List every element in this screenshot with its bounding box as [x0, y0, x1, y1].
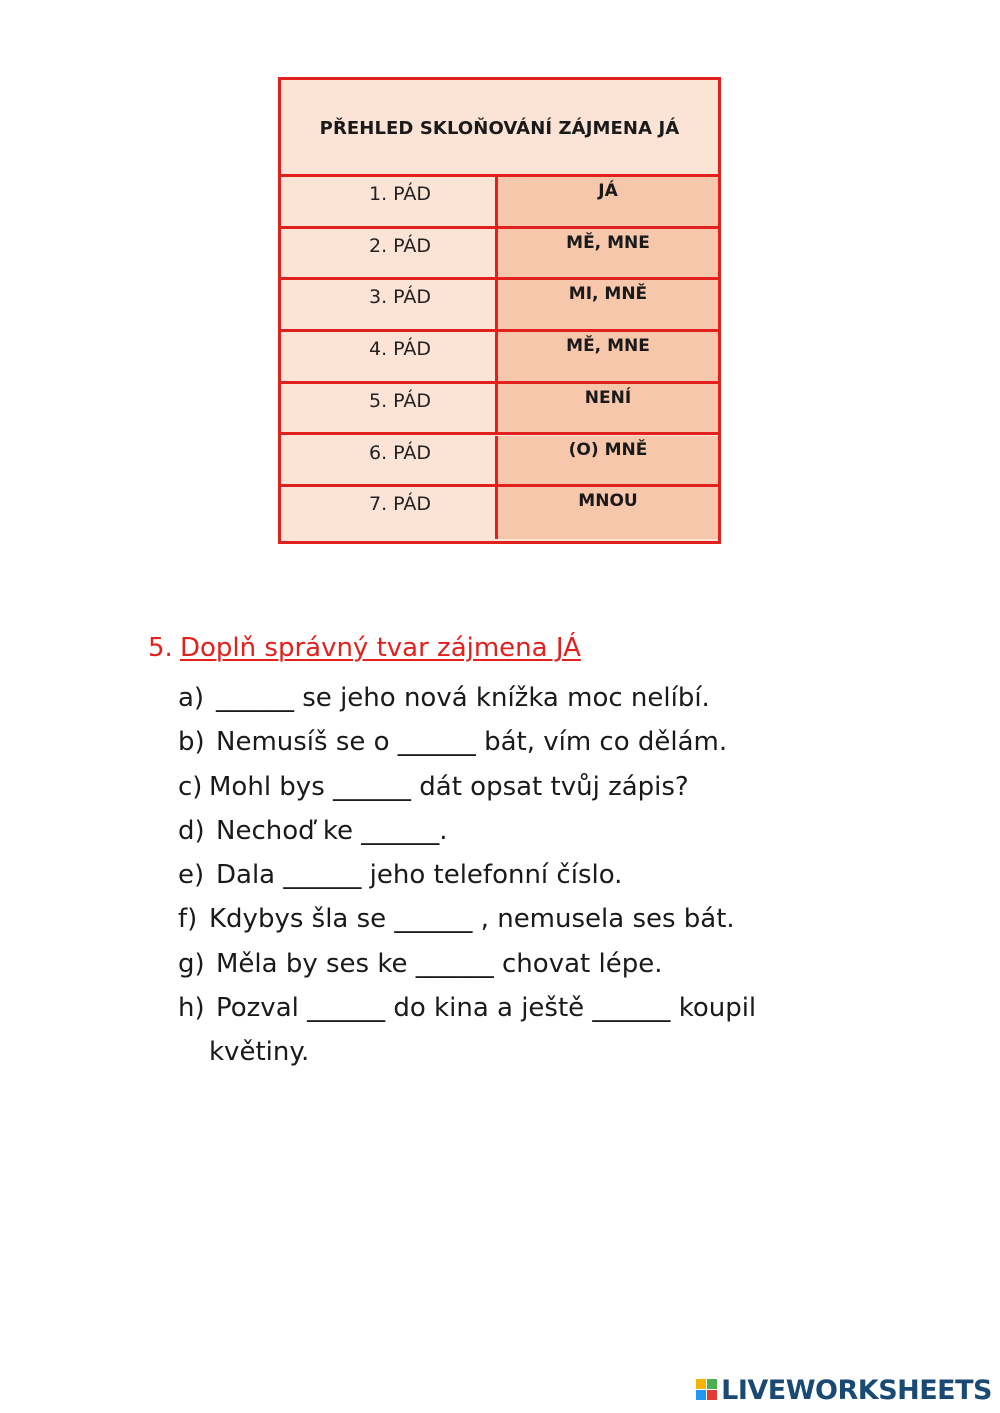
exercise-item-g: [178, 942, 878, 986]
form-cell: MĚ, MNE: [498, 332, 718, 381]
item-text: Měla by ses ke ______ chovat lépe.: [216, 948, 663, 979]
item-text: Dala ______ jeho telefonní číslo.: [216, 860, 623, 891]
form-cell: MNOU: [498, 487, 718, 539]
item-letter: e): [178, 860, 205, 891]
item-text: Pozval ______ do kina a ještě ______ koupil: [216, 993, 757, 1024]
item-text: Nechoď ke ______.: [216, 815, 448, 846]
item-text: Mohl bys ______ dát opsat tvůj zápis?: [209, 771, 689, 802]
item-text: Nemusíš se o ______ bát, vím co dělám.: [216, 727, 728, 758]
exercise-title: Doplň správný tvar zájmena JÁ: [180, 633, 581, 663]
table-row: [281, 280, 718, 332]
exercise-item-c: [178, 765, 878, 809]
item-letter: b): [178, 727, 205, 758]
form-cell: NENÍ: [498, 384, 718, 433]
exercise-list: [178, 676, 878, 1075]
exercise-item-f: [178, 897, 878, 941]
item-letter: f): [178, 904, 198, 935]
exercise-item-d: [178, 809, 878, 853]
item-letter: a): [178, 683, 205, 713]
liveworksheets-logo-icon: [696, 1379, 718, 1401]
exercise-item-e: [178, 853, 878, 897]
table-row: [281, 436, 718, 488]
table-title: PŘEHLED SKLOŇOVÁNÍ ZÁJMENA JÁ: [281, 80, 718, 177]
form-cell: MĚ, MNE: [498, 229, 718, 278]
item-text: Kdybys šla se ______ , nemusela ses bát.: [209, 904, 735, 935]
table-row: [281, 332, 718, 384]
case-cell: 6. PÁD: [281, 436, 498, 485]
case-cell: 3. PÁD: [281, 280, 498, 329]
exercise-item-b: [178, 720, 878, 764]
table-row: [281, 487, 718, 539]
logo-text: LIVEWORKSHEETS: [721, 1374, 992, 1406]
item-letter: g): [178, 948, 205, 979]
form-cell: (O) MNĚ: [498, 436, 718, 485]
form-cell: MI, MNĚ: [498, 280, 718, 329]
exercise-heading: [148, 633, 581, 663]
table-row: [281, 384, 718, 436]
declension-table: [278, 77, 721, 544]
form-cell: JÁ: [498, 177, 718, 226]
case-cell: 1. PÁD: [281, 177, 498, 226]
exercise-number: 5.: [148, 633, 173, 663]
exercise-item-h: [178, 986, 878, 1075]
item-letter: h): [178, 993, 205, 1024]
item-text: ______ se jeho nová knížka moc nelíbí.: [216, 683, 710, 713]
case-cell: 2. PÁD: [281, 229, 498, 278]
item-letter: c): [178, 771, 203, 802]
item-text-continuation: květiny.: [209, 1037, 310, 1068]
case-cell: 4. PÁD: [281, 332, 498, 381]
table-row: [281, 229, 718, 281]
exercise-item-a: [178, 676, 878, 720]
case-cell: 5. PÁD: [281, 384, 498, 433]
table-row: [281, 177, 718, 229]
item-letter: d): [178, 815, 205, 846]
liveworksheets-logo: [696, 1375, 992, 1405]
case-cell: 7. PÁD: [281, 487, 498, 539]
